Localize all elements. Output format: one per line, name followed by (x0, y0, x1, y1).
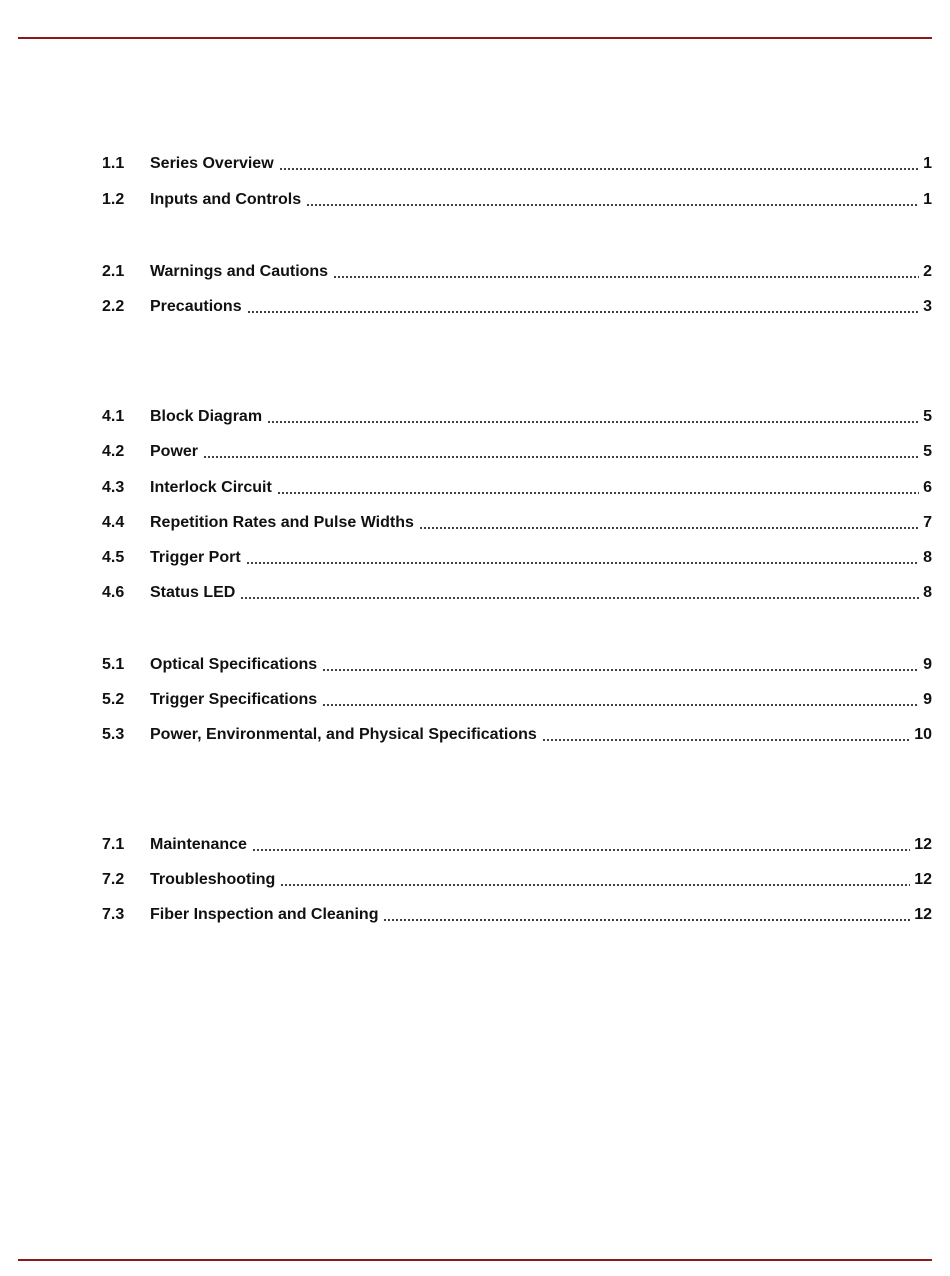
toc-page-number: 3 (923, 298, 932, 315)
toc-number: 1.2 (102, 191, 125, 208)
toc-page-number: 1 (923, 155, 932, 172)
toc-title: Power (150, 443, 199, 460)
dot-leader (277, 492, 919, 494)
toc-title: Trigger Specifications (150, 691, 318, 708)
toc-page-number: 9 (923, 691, 932, 708)
toc-entry-4-4[interactable] (102, 511, 932, 535)
toc-title: Series Overview (150, 155, 274, 172)
dot-leader (333, 276, 919, 278)
toc-number: 4.4 (102, 514, 125, 531)
toc-page-number: 12 (914, 871, 932, 888)
dot-leader (383, 919, 910, 921)
toc-entry-4-5[interactable] (102, 546, 932, 570)
toc-entry-7-3[interactable] (102, 903, 932, 927)
toc-page-number: 8 (923, 584, 932, 601)
dot-leader (267, 421, 919, 423)
toc-page-number: 1 (923, 191, 932, 208)
toc-number: 4.6 (102, 584, 125, 601)
toc-entry-7-1[interactable] (102, 833, 932, 857)
toc-number: 4.1 (102, 408, 125, 425)
dot-leader (322, 704, 919, 706)
toc-title: Precautions (150, 298, 242, 315)
toc-page-number: 5 (923, 408, 932, 425)
toc-title: Interlock Circuit (150, 479, 272, 496)
toc-entry-4-2[interactable] (102, 440, 932, 464)
toc-title: Status LED (150, 584, 236, 601)
toc-page-number: 2 (923, 263, 932, 280)
toc-entry-4-1[interactable] (102, 405, 932, 429)
toc-title: Trigger Port (150, 549, 241, 566)
dot-leader (252, 849, 910, 851)
toc-page-number: 12 (914, 836, 932, 853)
table-of-contents (102, 0, 932, 1276)
toc-entry-5-3[interactable] (102, 723, 932, 747)
toc-page-number: 12 (914, 906, 932, 923)
toc-entry-1-1[interactable] (102, 152, 932, 176)
dot-leader (279, 168, 919, 170)
toc-page-number: 7 (923, 514, 932, 531)
toc-number: 7.2 (102, 871, 125, 888)
dot-leader (247, 311, 920, 313)
toc-page-number: 10 (914, 726, 932, 743)
toc-title: Optical Specifications (150, 656, 318, 673)
toc-title: Block Diagram (150, 408, 263, 425)
dot-leader (542, 739, 910, 741)
toc-title: Repetition Rates and Pulse Widths (150, 514, 414, 531)
toc-entry-7-2[interactable] (102, 868, 932, 892)
toc-title: Maintenance (150, 836, 247, 853)
toc-number: 2.1 (102, 263, 125, 280)
toc-number: 5.2 (102, 691, 125, 708)
toc-page-number: 9 (923, 656, 932, 673)
toc-number: 5.1 (102, 656, 125, 673)
dot-leader (419, 527, 919, 529)
dot-leader (280, 884, 910, 886)
toc-entry-4-3[interactable] (102, 476, 932, 500)
bottom-rule (18, 1259, 932, 1261)
toc-number: 1.1 (102, 155, 125, 172)
toc-title: Power, Environmental, and Physical Specifications (150, 726, 537, 743)
toc-page-number: 6 (923, 479, 932, 496)
toc-number: 4.2 (102, 443, 125, 460)
toc-number: 2.2 (102, 298, 125, 315)
toc-title: Inputs and Controls (150, 191, 302, 208)
toc-entry-2-1[interactable] (102, 260, 932, 284)
dot-leader (240, 597, 919, 599)
dot-leader (322, 669, 919, 671)
toc-number: 4.3 (102, 479, 125, 496)
dot-leader (203, 456, 919, 458)
dot-leader (246, 562, 919, 564)
toc-number: 5.3 (102, 726, 125, 743)
toc-entry-5-2[interactable] (102, 688, 932, 712)
toc-number: 4.5 (102, 549, 125, 566)
toc-number: 7.1 (102, 836, 125, 853)
toc-title: Warnings and Cautions (150, 263, 329, 280)
toc-page-number: 8 (923, 549, 932, 566)
toc-entry-5-1[interactable] (102, 653, 932, 677)
toc-title: Fiber Inspection and Cleaning (150, 906, 379, 923)
toc-number: 7.3 (102, 906, 125, 923)
toc-entry-1-2[interactable] (102, 188, 932, 212)
dot-leader (306, 204, 919, 206)
toc-title: Troubleshooting (150, 871, 276, 888)
toc-entry-2-2[interactable] (102, 295, 932, 319)
toc-page-number: 5 (923, 443, 932, 460)
toc-entry-4-6[interactable] (102, 581, 932, 605)
